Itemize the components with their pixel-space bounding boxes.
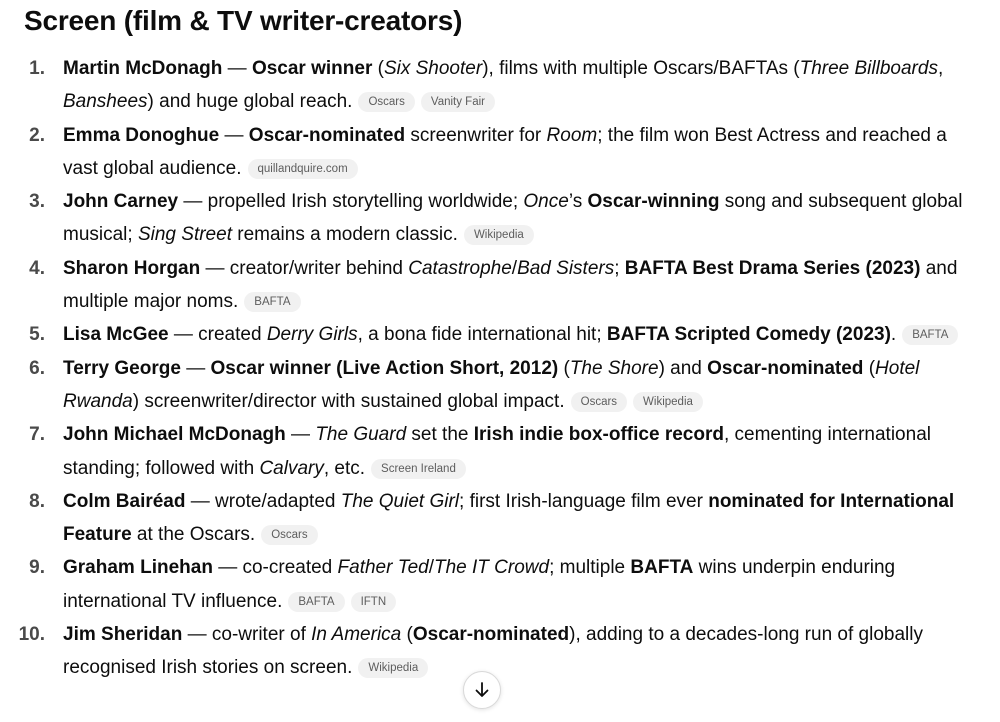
- italic-text: Banshees: [63, 91, 148, 113]
- bold-text: Oscar-nominated: [248, 124, 406, 146]
- bold-text: Martin McDonagh: [63, 58, 223, 79]
- list-item: [24, 485, 974, 552]
- source-citation-chip[interactable]: BAFTA: [244, 292, 300, 312]
- item-text: .: [890, 324, 897, 346]
- italic-text: In America: [311, 624, 402, 646]
- scroll-to-bottom-button[interactable]: [463, 671, 501, 709]
- list-item: [24, 352, 974, 419]
- item-text: —: [285, 424, 316, 446]
- item-text: — wrote/adapted: [185, 490, 341, 512]
- item-number: 7.: [29, 424, 45, 446]
- item-text: ; the film won Best Actress and reached a vast global audience.: [63, 124, 947, 179]
- bold-text: nominated for International Feature: [63, 490, 955, 546]
- bold-text: Jim Sheridan: [63, 624, 183, 646]
- item-text: — co-created: [212, 557, 338, 579]
- italic-text: Room: [546, 124, 598, 146]
- italic-text: Derry Girls: [266, 324, 358, 346]
- item-number: 6.: [29, 357, 45, 379]
- item-text: ), films with multiple Oscars/BAFTAs (: [482, 58, 800, 79]
- item-number: 9.: [29, 557, 45, 579]
- bold-text: Emma Donoghue: [63, 124, 220, 146]
- bold-text: Terry George: [63, 357, 181, 379]
- item-text: — created: [168, 324, 267, 346]
- item-text: — co-writer of: [182, 624, 312, 646]
- italic-text: Bad Sisters: [517, 257, 615, 279]
- item-number: 10.: [18, 624, 45, 646]
- item-text: ; first Irish-language film ever: [459, 490, 709, 512]
- item-text: , a bona fide international hit;: [357, 324, 607, 346]
- source-citation-chip[interactable]: Screen Ireland: [371, 459, 466, 479]
- italic-text: The Shore: [569, 357, 659, 379]
- source-citation-chip[interactable]: Wikipedia: [633, 392, 703, 412]
- bold-text: Colm Bairéad: [63, 490, 186, 512]
- item-text: —: [219, 124, 249, 146]
- bold-text: Graham Linehan: [63, 557, 213, 579]
- item-text: set the: [406, 424, 474, 446]
- source-citation-chip[interactable]: Oscars: [571, 392, 627, 412]
- item-text: /: [511, 257, 518, 279]
- item-text: /: [428, 557, 434, 579]
- list-item: [24, 252, 974, 319]
- item-text: —: [180, 357, 211, 379]
- item-text: wins underpin enduring international TV influence.: [63, 557, 896, 612]
- item-number: 1.: [29, 58, 45, 79]
- item-text: remains a modern classic.: [231, 224, 458, 246]
- item-text: (: [401, 624, 413, 646]
- list-item: [24, 119, 974, 186]
- item-text: ) and: [658, 357, 708, 379]
- bold-text: Oscar-nominated: [707, 357, 864, 379]
- source-citation-chip[interactable]: Oscars: [358, 92, 414, 112]
- italic-text: The IT Crowd: [434, 557, 550, 579]
- source-citation-chip[interactable]: BAFTA: [288, 592, 344, 612]
- bold-text: BAFTA Best Drama Series (2023): [624, 257, 921, 279]
- item-text: ;: [614, 257, 625, 279]
- italic-text: The Guard: [315, 424, 407, 446]
- bold-text: BAFTA: [630, 557, 694, 579]
- bold-text: John Michael McDonagh: [63, 424, 286, 446]
- bold-text: Oscar winner (Live Action Short, 2012): [210, 357, 559, 379]
- bold-text: Oscar-nominated: [412, 624, 570, 646]
- italic-text: The Quiet Girl: [340, 490, 460, 512]
- item-text: ; multiple: [549, 557, 631, 579]
- bold-text: Sharon Horgan: [63, 257, 201, 279]
- item-text: , cementing international standing; followed with: [63, 424, 931, 479]
- arrow-down-icon: [473, 681, 491, 699]
- list-item: [24, 551, 974, 618]
- source-citation-chip[interactable]: BAFTA: [902, 325, 958, 345]
- item-text: and multiple major noms.: [63, 257, 958, 313]
- ranked-list: [18, 52, 974, 685]
- item-text: (: [372, 58, 384, 79]
- source-citation-chip[interactable]: Vanity Fair: [421, 92, 495, 112]
- italic-text: Once: [523, 191, 569, 213]
- italic-text: Three Billboards: [799, 58, 938, 79]
- item-text: at the Oscars.: [131, 524, 256, 546]
- item-number: 5.: [29, 324, 45, 346]
- list-item: [24, 418, 974, 485]
- bold-text: John Carney: [63, 191, 179, 213]
- italic-text: Calvary: [259, 457, 324, 479]
- bold-text: Oscar winner: [251, 58, 373, 79]
- section-heading: Screen (film & TV writer-creators): [24, 5, 463, 36]
- answer-section: [18, 0, 974, 685]
- item-text: — creator/writer behind: [200, 257, 409, 279]
- bold-text: Oscar-winning: [587, 191, 720, 213]
- source-citation-chip[interactable]: IFTN: [351, 592, 397, 612]
- item-number: 2.: [29, 124, 45, 146]
- italic-text: Hotel Rwanda: [63, 357, 920, 412]
- bold-text: Irish indie box-office record: [473, 424, 724, 446]
- list-item: [24, 185, 974, 252]
- item-text: song and subsequent global musical;: [63, 191, 963, 246]
- italic-text: Father Ted: [337, 557, 429, 579]
- item-text: ,: [937, 58, 944, 79]
- item-number: 3.: [29, 191, 45, 213]
- list-item: [18, 618, 974, 685]
- source-citation-chip[interactable]: quillandquire.com: [248, 159, 358, 179]
- item-text: , etc.: [323, 457, 366, 479]
- item-text: ) screenwriter/director with sustained global impact.: [132, 390, 565, 412]
- italic-text: Sing Street: [137, 224, 232, 246]
- source-citation-chip[interactable]: Oscars: [261, 525, 317, 545]
- item-text: (: [558, 357, 570, 379]
- item-text: ) and huge global reach.: [147, 91, 353, 113]
- item-text: ), adding to a decades-long run of globally recognised Irish stories on screen.: [63, 624, 923, 679]
- italic-text: Catastrophe: [408, 257, 512, 279]
- bold-text: BAFTA Scripted Comedy (2023): [606, 324, 891, 346]
- item-number: 8.: [29, 490, 45, 512]
- item-text: —: [222, 58, 252, 79]
- source-citation-chip[interactable]: Wikipedia: [464, 225, 534, 245]
- source-citation-chip[interactable]: Wikipedia: [358, 658, 428, 678]
- item-text: screenwriter for: [405, 124, 547, 146]
- bold-text: Lisa McGee: [63, 324, 169, 346]
- list-item: [24, 318, 974, 351]
- item-text: — propelled Irish storytelling worldwide;: [178, 191, 524, 213]
- item-text: ’s: [568, 191, 588, 213]
- item-number: 4.: [29, 257, 45, 279]
- list-item: [24, 52, 974, 119]
- item-text: (: [863, 357, 876, 379]
- italic-text: Six Shooter: [383, 58, 483, 79]
